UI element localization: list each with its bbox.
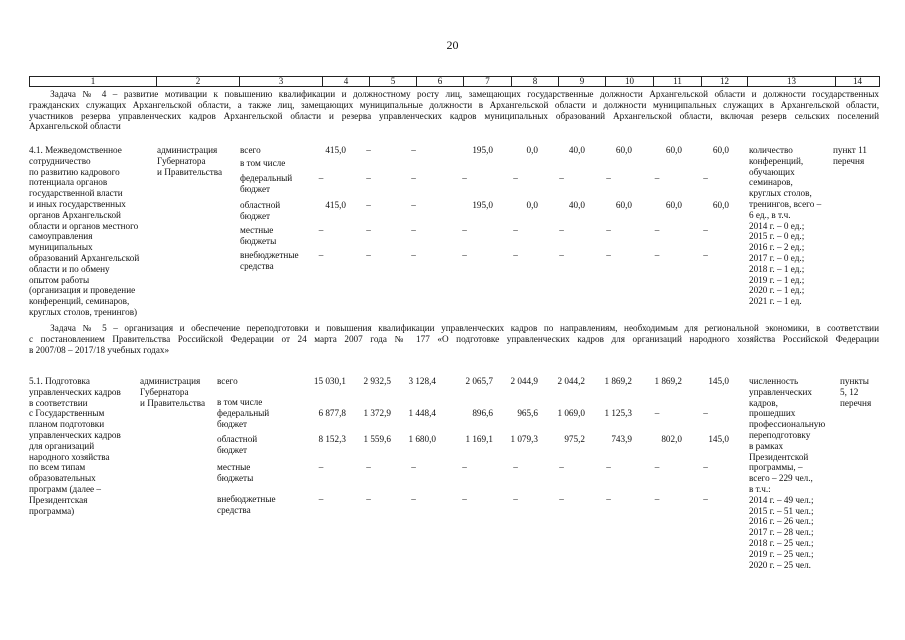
activity-name-line: в соответствии <box>29 397 88 408</box>
activity-name-line: с Государственным <box>29 408 105 419</box>
indicator-line: количество <box>749 145 793 155</box>
activity-name-line: органов Архангельской <box>29 209 121 220</box>
funding-value: 195,0 <box>472 200 493 210</box>
funding-value: – <box>411 145 416 155</box>
funding-value: – <box>411 225 416 235</box>
activity-name-line: (организация и проведение <box>29 285 136 296</box>
indicator-line: 2014 г. – 0 ед.; <box>749 220 805 231</box>
funding-value: 1 079,3 <box>510 434 538 444</box>
task-line: гражданских служащих Архангельской области, а также лиц, замещающих муниципальные должности в Архангельской области и должности муниципальных служащих в Архангельской области, <box>29 99 879 110</box>
indicator-line: в т.ч.: <box>749 484 771 494</box>
funding-source-label: федеральный <box>217 408 270 418</box>
funding-source-label: бюджет <box>217 444 248 455</box>
indicator-line: программы, – <box>749 462 803 473</box>
task-line: Задача № 5 – организация и обеспечение переподготовки и повышения квалификации управленческих кадров по направлениям, необходимым для региональной экономики, в соответствии <box>50 323 879 333</box>
column-number-5: 5 <box>370 77 417 87</box>
executor-line: Губернатора <box>140 386 189 397</box>
funding-value: – <box>366 250 371 260</box>
indicator-line: 2016 г. – 2 ед.; <box>749 242 805 253</box>
activity-name-line: 4.1. Межведомственное <box>29 145 122 155</box>
activity-name-line: программа) <box>29 505 75 516</box>
funding-value: 2 044,9 <box>510 376 538 386</box>
list-reference-line: перечня <box>833 155 865 166</box>
funding-value: – <box>366 225 371 235</box>
funding-source-label: внебюджетные <box>217 494 276 504</box>
indicator-line: 2017 г. – 0 ед.; <box>749 253 805 263</box>
funding-source-label: в том числе <box>217 397 263 407</box>
funding-value: – <box>318 225 324 235</box>
funding-value: 60,0 <box>615 200 632 210</box>
column-number-14: 14 <box>836 77 880 87</box>
indicator-line: профессиональную <box>749 419 826 430</box>
funding-value: 145,0 <box>708 376 729 386</box>
funding-value: 1 069,0 <box>557 408 585 418</box>
indicator-line: 2016 г. – 26 чел.; <box>749 516 814 527</box>
funding-source-label: местные <box>217 462 251 472</box>
executor-line: Губернатора <box>157 155 206 166</box>
funding-value: 60,0 <box>712 145 729 155</box>
column-number-10: 10 <box>606 77 654 87</box>
indicator-line: Президентской <box>749 451 809 462</box>
activity-name-line: 5.1. Подготовка <box>29 376 90 386</box>
funding-value: 2 065,7 <box>465 376 493 386</box>
indicator-line: конференций, <box>749 155 804 166</box>
indicator-line: 2021 г. – 1 ед. <box>749 296 802 307</box>
funding-value: – <box>513 462 518 472</box>
indicator-line: 2015 г. – 0 ед.; <box>749 231 805 242</box>
funding-source-label: в том числе <box>240 158 286 168</box>
funding-value: – <box>703 408 708 418</box>
funding-value: 1 372,9 <box>363 408 391 418</box>
funding-source-label: всего <box>217 376 238 386</box>
indicator-line: 2014 г. – 49 чел.; <box>749 494 814 505</box>
funding-value: – <box>606 250 611 260</box>
funding-value: 40,0 <box>568 145 585 155</box>
funding-value: – <box>606 173 611 183</box>
funding-value: – <box>411 200 416 210</box>
task-line: участников резерва управленческих кадров Архангельской области и резерва управленческих кадров муниципальных образований Архангельской области, включая резерв сельских поселений <box>29 110 879 121</box>
indicator-line: 2019 г. – 25 чел.; <box>749 548 814 559</box>
funding-source-label: бюджеты <box>240 235 277 246</box>
funding-value: 1 559,6 <box>363 434 391 444</box>
funding-source-label: бюджет <box>217 418 248 429</box>
funding-source-label: бюджеты <box>217 472 254 483</box>
funding-value: – <box>411 173 416 183</box>
funding-value: 1 869,2 <box>654 376 682 386</box>
activity-name-line: Президентская <box>29 494 88 505</box>
funding-value: – <box>411 494 416 504</box>
funding-value: – <box>703 173 708 183</box>
funding-value: 60,0 <box>712 200 729 210</box>
funding-value: 743,9 <box>611 434 632 444</box>
funding-value: – <box>513 225 518 235</box>
indicator-line: 2020 г. – 1 ед.; <box>749 285 805 296</box>
funding-source-label: местные <box>240 225 274 235</box>
funding-value: – <box>366 200 371 210</box>
column-number-3: 3 <box>240 77 323 87</box>
funding-source-label: средства <box>240 260 274 271</box>
column-number-11: 11 <box>654 77 702 87</box>
funding-source-label: бюджет <box>240 210 271 221</box>
funding-source-label: бюджет <box>240 183 271 194</box>
funding-value: – <box>654 173 660 183</box>
funding-value: 195,0 <box>472 145 493 155</box>
column-number-header <box>29 76 880 87</box>
column-number-2: 2 <box>157 77 240 87</box>
funding-value: 965,6 <box>517 408 538 418</box>
funding-value: 3 128,4 <box>408 376 436 386</box>
funding-value: – <box>318 173 324 183</box>
funding-value: – <box>654 408 660 418</box>
activity-name-line: самоуправления <box>29 231 93 242</box>
funding-value: 415,0 <box>325 145 346 155</box>
indicator-line: 2019 г. – 1 ед.; <box>749 274 805 285</box>
funding-value: – <box>559 250 564 260</box>
funding-source-label: всего <box>240 145 261 155</box>
funding-value: – <box>654 494 660 504</box>
activity-name-line: управленческих кадров <box>29 430 121 440</box>
funding-value: – <box>318 462 324 472</box>
funding-value: – <box>366 145 371 155</box>
task-line: в 2007/08 – 2017/18 учебных годах» <box>29 344 170 355</box>
funding-value: – <box>703 250 708 260</box>
list-reference-line: пункт 11 <box>833 145 867 155</box>
funding-value: 2 932,5 <box>363 376 391 386</box>
funding-value: – <box>462 225 467 235</box>
funding-value: – <box>559 462 564 472</box>
funding-value: 15 030,1 <box>313 376 346 386</box>
indicator-line: 2020 г. – 25 чел. <box>749 559 811 570</box>
funding-value: – <box>318 494 324 504</box>
activity-name-line: управленческих кадров <box>29 386 121 397</box>
column-number-13: 13 <box>748 77 836 87</box>
executor-line: и Правительства <box>140 397 206 408</box>
funding-value: – <box>411 462 416 472</box>
funding-value: 60,0 <box>665 145 682 155</box>
funding-source-label: областной <box>217 434 258 444</box>
activity-name-line: потенциала органов <box>29 177 108 188</box>
funding-value: – <box>654 225 660 235</box>
funding-value: 896,6 <box>472 408 493 418</box>
task-line: Архангельской области <box>29 121 121 132</box>
indicator-line: 2015 г. – 51 чел.; <box>749 505 814 516</box>
funding-value: 975,2 <box>564 434 585 444</box>
funding-value: – <box>513 250 518 260</box>
indicator-line: всего – 229 чел., <box>749 473 813 484</box>
activity-name-line: для организаций <box>29 440 95 451</box>
activity-name-line: круглых столов, тренингов) <box>29 307 138 317</box>
funding-value: 145,0 <box>708 434 729 444</box>
funding-value: – <box>366 494 371 504</box>
funding-value: – <box>411 250 416 260</box>
funding-value: – <box>559 173 564 183</box>
funding-value: 1 869,2 <box>604 376 632 386</box>
funding-value: – <box>703 462 708 472</box>
activity-name-line: конференций, семинаров, <box>29 296 130 307</box>
funding-value: 1 125,3 <box>604 408 632 418</box>
executor-line: администрация <box>157 145 218 155</box>
indicator-line: управленческих <box>749 386 812 397</box>
funding-value: 2 044,2 <box>557 376 585 386</box>
column-number-8: 8 <box>512 77 559 87</box>
funding-value: 40,0 <box>568 200 585 210</box>
column-number-9: 9 <box>559 77 606 87</box>
indicator-line: тренингов, всего – <box>749 199 822 209</box>
activity-name-line: муниципальных <box>29 242 93 253</box>
funding-value: 802,0 <box>661 434 682 444</box>
funding-value: 6 877,8 <box>318 408 346 418</box>
activity-name-line: программ (далее – <box>29 484 101 494</box>
indicator-line: 2018 г. – 1 ед.; <box>749 263 805 274</box>
funding-value: 60,0 <box>615 145 632 155</box>
activity-name-line: образовательных <box>29 473 96 484</box>
activity-name-line: планом подготовки <box>29 419 105 430</box>
indicator-line: прошедших <box>749 408 796 419</box>
funding-value: – <box>513 173 518 183</box>
task-line: Задача № 4 – развитие мотивации к повышению квалификации и должностному росту лиц, замещающих государственные должности Архангельской области и должности государственных <box>50 89 879 99</box>
indicator-line: переподготовку <box>749 430 811 440</box>
funding-value: – <box>462 173 467 183</box>
list-reference-line: перечня <box>840 397 872 408</box>
activity-name-line: области и по обмену <box>29 263 110 274</box>
funding-value: – <box>462 250 467 260</box>
funding-value: 415,0 <box>325 200 346 210</box>
funding-value: – <box>559 225 564 235</box>
column-number-1: 1 <box>30 77 157 87</box>
indicator-line: 2018 г. – 25 чел.; <box>749 538 814 548</box>
funding-value: 1 448,4 <box>408 408 436 418</box>
activity-name-line: и иных государственных <box>29 199 126 209</box>
indicator-line: кадров, <box>749 397 778 408</box>
funding-source-label: внебюджетные <box>240 250 299 260</box>
executor-line: и Правительства <box>157 166 223 177</box>
funding-value: – <box>606 494 611 504</box>
column-number-12: 12 <box>702 77 748 87</box>
activity-name-line: народного хозяйства <box>29 451 110 462</box>
activity-name-line: опытом работы <box>29 274 90 285</box>
funding-value: – <box>559 494 564 504</box>
funding-value: – <box>703 225 708 235</box>
funding-source-label: федеральный <box>240 173 293 183</box>
funding-value: – <box>366 173 371 183</box>
funding-source-label: средства <box>217 504 251 515</box>
list-reference-line: 5, 12 <box>840 386 859 397</box>
funding-source-label: областной <box>240 200 281 210</box>
activity-name-line: государственной власти <box>29 188 123 199</box>
funding-value: – <box>462 462 467 472</box>
column-number-4: 4 <box>323 77 370 87</box>
funding-value: 0,0 <box>526 145 538 155</box>
funding-value: 8 152,3 <box>318 434 346 444</box>
funding-value: – <box>606 462 611 472</box>
funding-value: – <box>703 494 708 504</box>
funding-value: 1 680,0 <box>408 434 436 444</box>
indicator-line: 2017 г. – 28 чел.; <box>749 527 814 538</box>
activity-name-line: области и органов местного <box>29 220 139 231</box>
indicator-line: в рамках <box>749 440 784 451</box>
funding-value: – <box>462 494 467 504</box>
indicator-line: численность <box>749 376 799 386</box>
indicator-line: семинаров, <box>749 177 793 188</box>
funding-value: – <box>654 462 660 472</box>
indicator-line: 6 ед., в т.ч. <box>749 209 791 220</box>
executor-line: администрация <box>140 376 201 386</box>
funding-value: – <box>606 225 611 235</box>
column-number-6: 6 <box>417 77 464 87</box>
activity-name-line: по развитию кадрового <box>29 166 120 177</box>
task-line: с постановлением Правительства Российской Федерации от 24 марта 2007 года № 177 «О подготовке управленческих кадров для организаций народного хозяйства Российской Федерации <box>29 333 879 344</box>
column-number-7: 7 <box>464 77 512 87</box>
page-number: 20 <box>446 38 459 52</box>
indicator-line: круглых столов, <box>749 188 812 199</box>
funding-value: – <box>366 462 371 472</box>
indicator-line: обучающих <box>749 166 795 177</box>
activity-name-line: образований Архангельской <box>29 253 140 263</box>
funding-value: – <box>318 250 324 260</box>
activity-name-line: сотрудничество <box>29 155 91 166</box>
funding-value: 0,0 <box>526 200 538 210</box>
funding-value: 1 169,1 <box>465 434 493 444</box>
activity-name-line: по всем типам <box>29 462 86 473</box>
list-reference-line: пункты <box>840 376 869 386</box>
funding-value: – <box>513 494 518 504</box>
funding-value: – <box>654 250 660 260</box>
funding-value: 60,0 <box>665 200 682 210</box>
